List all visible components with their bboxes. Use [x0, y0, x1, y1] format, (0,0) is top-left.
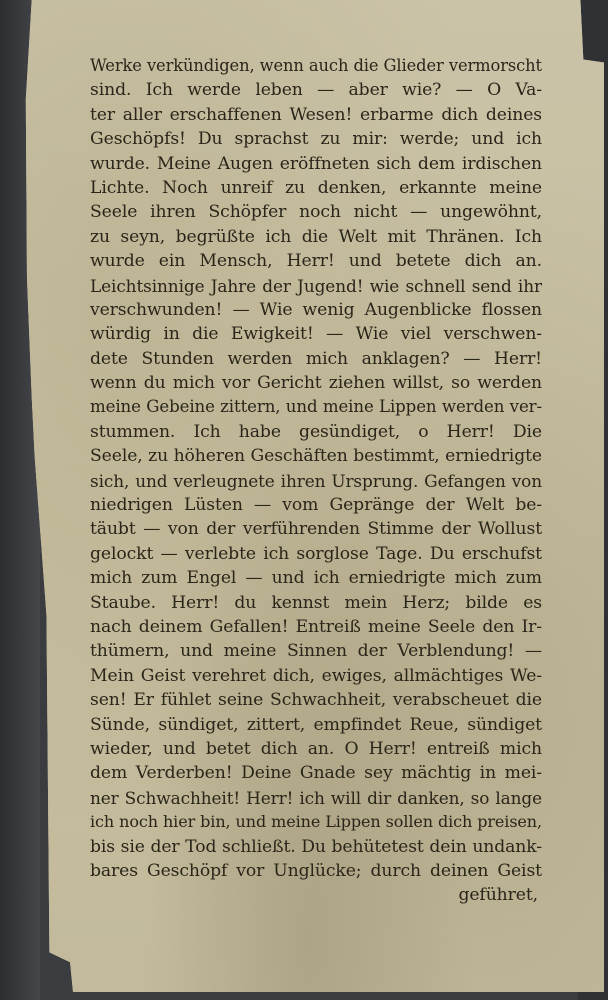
text-line-16: stummen. Ich habe gesündiget, o Herr! Die [90, 421, 542, 442]
text-line-8: zu seyn, begrüßte ich die Welt mit Thränen. Ich [90, 226, 542, 247]
text-line-35: geführet, [458, 885, 538, 906]
text-line-21: gelockt — verlebte ich sorglose Tage. Du erschufst [90, 543, 542, 564]
text-line-24: nach deinem Gefallen! Entreiß meine Seele den Ir- [90, 616, 542, 637]
text-line-9: wurde ein Mensch, Herr! und betete dich an. [90, 251, 542, 272]
text-line-32: ich noch hier bin, und meine Lippen sollen dich preisen, [90, 812, 542, 832]
text-line-23: Staube. Herr! du kennst mein Herz; bilde es [90, 592, 542, 613]
text-line-26: Mein Geist verehret dich, ewiges, allmächtiges We- [90, 665, 542, 686]
text-line-33: bis sie der Tod schließt. Du behütetest dein undank- [90, 836, 542, 857]
text-line-22: mich zum Engel — und ich erniedrigte mich zum [90, 568, 542, 589]
page-text [90, 54, 542, 908]
text-line-18: sich, und verleugnete ihren Ursprung. Gefangen von [90, 470, 542, 491]
text-line-29: wieder, und betet dich an. O Herr! entreiß mich [90, 738, 542, 759]
text-line-13: dete Stunden werden mich anklagen? — Herr! [90, 348, 542, 369]
text-line-20: täubt — von der verführenden Stimme der Wollust [90, 519, 542, 540]
text-line-14: wenn du mich vor Gericht ziehen willst, so werden [90, 373, 542, 394]
text-line-31: ner Schwachheit! Herr! ich will dir danken, so lange [90, 787, 542, 808]
text-line-25: thümern, und meine Sinnen der Verblendung! — [90, 641, 542, 662]
text-line-6: Lichte. Noch unreif zu denken, erkannte meine [90, 177, 542, 198]
text-line-15: meine Gebeine zittern, und meine Lippen werden ver- [90, 397, 542, 417]
text-line-17: Seele, zu höheren Geschäften bestimmt, erniedrigte [90, 446, 542, 467]
text-line-5: wurde. Meine Augen eröffneten sich dem irdischen [90, 153, 542, 174]
text-line-34: bares Geschöpf vor Unglücke; durch deinen Geist [90, 860, 542, 881]
text-line-1: Werke verkündigen, wenn auch die Glieder vermorscht [90, 56, 542, 75]
text-line-19: niedrigen Lüsten — vom Gepränge der Welt be- [90, 495, 542, 516]
text-line-30: dem Verderben! Deine Gnade sey mächtig in mei- [90, 763, 542, 784]
text-line-11: verschwunden! — Wie wenig Augenblicke flossen [90, 299, 542, 320]
text-line-27: sen! Er fühlet seine Schwachheit, verabscheuet die [90, 690, 542, 711]
text-line-2: sind. Ich werde leben — aber wie? — O Va- [90, 80, 542, 101]
text-line-10: Leichtsinnige Jahre der Jugend! wie schnell send ihr [90, 275, 542, 296]
text-line-28: Sünde, sündiget, zittert, empfindet Reue, sündiget [90, 714, 542, 735]
text-line-4: Geschöpfs! Du sprachst zu mir: werde; und ich [90, 129, 542, 150]
text-line-7: Seele ihren Schöpfer noch nicht — ungewöhnt, [90, 202, 542, 223]
text-line-3: ter aller erschaffenen Wesen! erbarme dich deines [90, 104, 542, 125]
text-line-12: würdig in die Ewigkeit! — Wie viel verschwen- [90, 324, 542, 345]
